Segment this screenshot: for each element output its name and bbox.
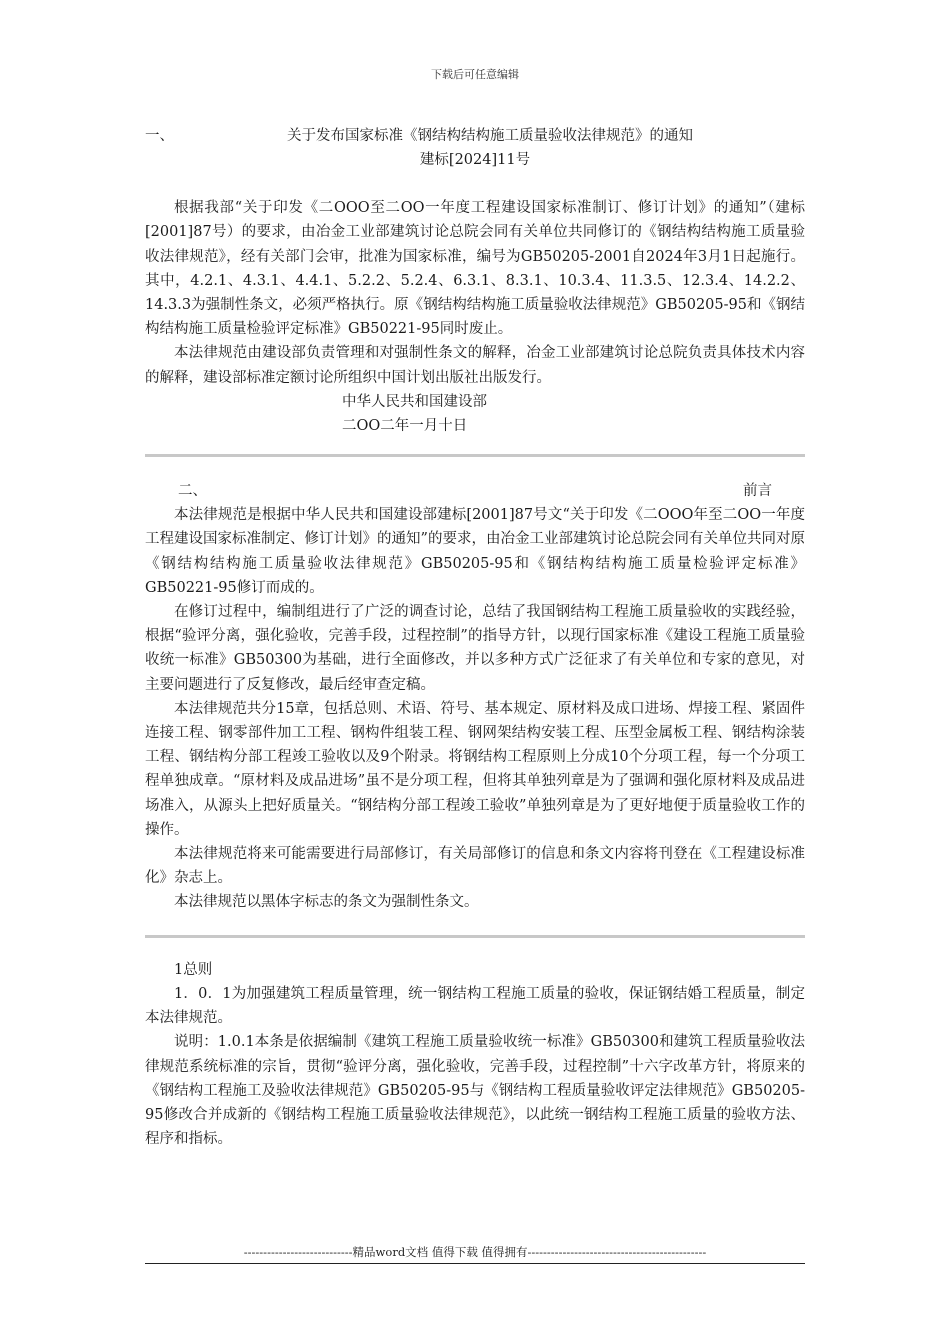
chapter-title: 1总则 <box>174 961 213 978</box>
notice-code: 建标[2024]11号 <box>419 152 531 168</box>
chapter-paragraph: 1．0．1为加强建筑工程质量管理，统一钢结构工程施工质量的验收，保证钢结婚工程质量，制定本法律规范。 <box>145 985 805 1027</box>
preface-title: 前言 <box>743 483 772 500</box>
notice-paragraph: 根据我部“关于印发《二OOO至二OO一年度工程建设国家标准制订、修订计划》的通知”（建标[2001]87号）的要求，由冶金工业部建筑讨论总院会同有关单位共同修订的《钢结构结构施工质量验收法律规范》，经有关部门会审，批准为国家标准，编号为GB50205-2001自2024年3月1日起施行。其中，4.2.1、4.3.1、4.4.1、5.2.2、5.2.4、6.3.1、8.3.1、10.3.4、11.3.5、12.3.4、14.2.2、14.3.3为强制性条文，必须严格执行。原《钢结构结构施工质量验收法律规范》GB50205-95和《钢结构结构施工质量检验评定标准》GB50221-95同时废止。 <box>145 200 805 338</box>
notice-number: 一、 <box>145 128 174 144</box>
preface-paragraph: 本法律规范以黑体字标志的条文为强制性条文。 <box>174 894 479 911</box>
notice-paragraph: 本法律规范由建设部负责管理和对强制性条文的解释，冶金工业部建筑讨论总院负责具体技术内容的解释，建设部标准定额讨论所组织中国计划出版社出版发行。 <box>145 345 805 386</box>
preface-paragraph: 本法律规范是根据中华人民共和国建设部建标[2001]87号文“关于印发《二OOO年至二OO一年度工程建设国家标准制定、修订计划》的通知”的要求，由冶金工业部建筑讨论总院会同有关单位共同对原《钢结构结构施工质量验收法律规范》GB50205-95和《钢结构结构施工质量检验评定标准》GB50221-95修订而成的。 <box>145 507 805 596</box>
notice-title-row <box>145 124 805 148</box>
notice-issuer: 中华人民共和国建设部 <box>342 393 487 410</box>
preface-paragraph: 本法律规范共分15章，包括总则、术语、符号、基本规定、原材料及成口进场、焊接工程、紧固件连接工程、钢零部件加工工程、钢构件组装工程、钢网架结构安装工程、压型金属板工程、钢结构涂装工程、钢结构分部工程竣工验收以及9个附录。将钢结构工程原则上分成10个分项工程，每一个分项工程单独成章。“原材料及成品进场”虽不是分项工程，但将其单独列章是为了强调和强化原材料及成品进场准入，从源头上把好质量关。“钢结构分部工程竣工验收”单独列章是为了更好地便于质量验收工作的操作。 <box>145 700 805 838</box>
page-header-note: 下载后可任意编辑 <box>431 68 519 81</box>
chapter-paragraph: 说明：1.0.1本条是依据编制《建筑工程施工质量验收统一标准》GB50300和建筑工程质量验收法律规范系统标准的宗旨，贯彻“验评分离，强化验收，完善手段，过程控制”十六字改革方针，将原来的《钢结构工程施工及验收法律规范》GB50205-95与《钢结构工程质量验收评定法律规范》GB50205-95修改合并成新的《钢结构工程施工质量验收法律规范》，以此统一钢结构工程施工质量的验收方法、程序和指标。 <box>145 1034 805 1148</box>
preface-paragraph: 本法律规范将来可能需要进行局部修订，有关局部修订的信息和条文内容将刊登在《工程建设标准化》杂志上。 <box>145 846 805 887</box>
document-body <box>145 124 805 1151</box>
page-footer: ----------------------------精品word文档 值得下载 值得拥有---------------------------------------------- <box>243 1245 707 1259</box>
notice-title: 关于发布国家标准《钢结构结构施工质量验收法律规范》的通知 <box>287 128 693 144</box>
preface-paragraph: 在修订过程中，编制组进行了广泛的调查讨论，总结了我国钢结构工程施工质量验收的实践经验，根据“验评分离，强化验收，完善手段，过程控制”的指导方针，以现行国家标准《建设工程施工质量验收统一标准》GB50300为基础，进行全面修改，并以多种方式广泛征求了有关单位和专家的意见，对主要问题进行了反复修改，最后经审查定稿。 <box>145 604 805 693</box>
footer-rule <box>145 1263 805 1264</box>
preface-number: 二、 <box>178 483 207 500</box>
preface-title-row <box>145 479 805 503</box>
notice-date: 二OO二年一月十日 <box>342 418 468 435</box>
